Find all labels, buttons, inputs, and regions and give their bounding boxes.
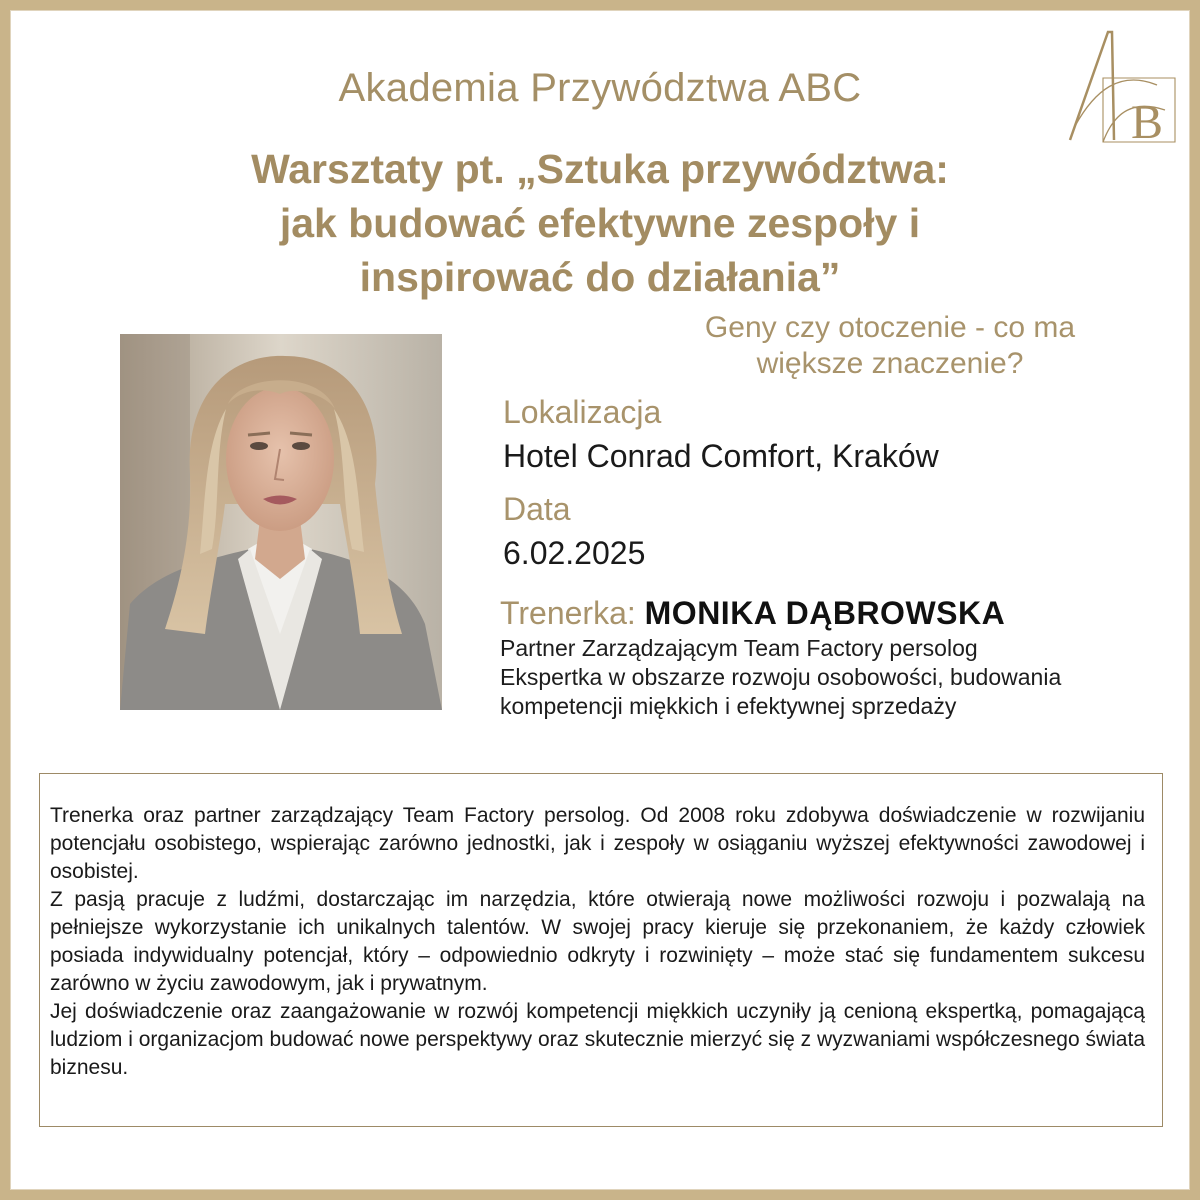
academy-name: Akademia Przywództwa ABC bbox=[338, 66, 862, 110]
bio-paragraph: Z pasją pracuje z ludźmi, dostarczając im narzędzia, które otwierają nowe możliwości rozwoju i pozwalają na pełniejsze wykorzystanie ich unikalnych talentów. W swojej pracy kieruje się przekonaniem, że każdy człowiek posiada indywidualny potencjał, który – odpowiednio odkryty i rozwinięty – może stać się fundamentem sukcesu zarówno w życiu zawodowym, jak i prywatnym. bbox=[50, 888, 1145, 995]
trainer-role: Partner Zarządzającym Team Factory persolog Ekspertka w obszarze rozwoju osobowości, budowania kompetencji miękkich i efektywnej sprzedaży bbox=[500, 635, 1062, 719]
location-label: Lokalizacja bbox=[503, 394, 662, 430]
bio-box bbox=[39, 773, 1163, 1127]
workshop-subtitle: Geny czy otoczenie - co ma większe znaczenie? bbox=[704, 311, 1076, 380]
portrait-illustration bbox=[120, 334, 442, 710]
trainer-portrait-photo bbox=[120, 334, 442, 710]
date-label: Data bbox=[503, 491, 571, 527]
workshop-title: Warsztaty pt. „Sztuka przywództwa: jak budować efektywne zespoły i inspirować do działania” bbox=[251, 146, 949, 300]
trainer-label: Trenerka: bbox=[500, 595, 636, 631]
logo-letter-b: B bbox=[1131, 96, 1164, 148]
bio-paragraph: Trenerka oraz partner zarządzający Team Factory persolog. Od 2008 roku zdobywa doświadczenie w rozwijaniu potencjału osobistego, wspierając zarówno jednostki, jak i zespoły w osiąganiu wyższej efektywności zawodowej i osobistej. bbox=[50, 804, 1145, 883]
location-value: Hotel Conrad Comfort, Kraków bbox=[503, 438, 939, 474]
trainer-line bbox=[500, 595, 1005, 632]
date-value: 6.02.2025 bbox=[503, 535, 646, 571]
bio-paragraph: Jej doświadczenie oraz zaangażowanie w rozwój kompetencji miękkich uczyniły ją cenioną ekspertką, pomagającą ludziom i organizacjom budować nowe perspektywy oraz skutecznie mierzyć się z wyzwaniami współczesnego świata biznesu. bbox=[50, 1000, 1145, 1079]
trainer-name: MONIKA DĄBROWSKA bbox=[644, 595, 1006, 631]
